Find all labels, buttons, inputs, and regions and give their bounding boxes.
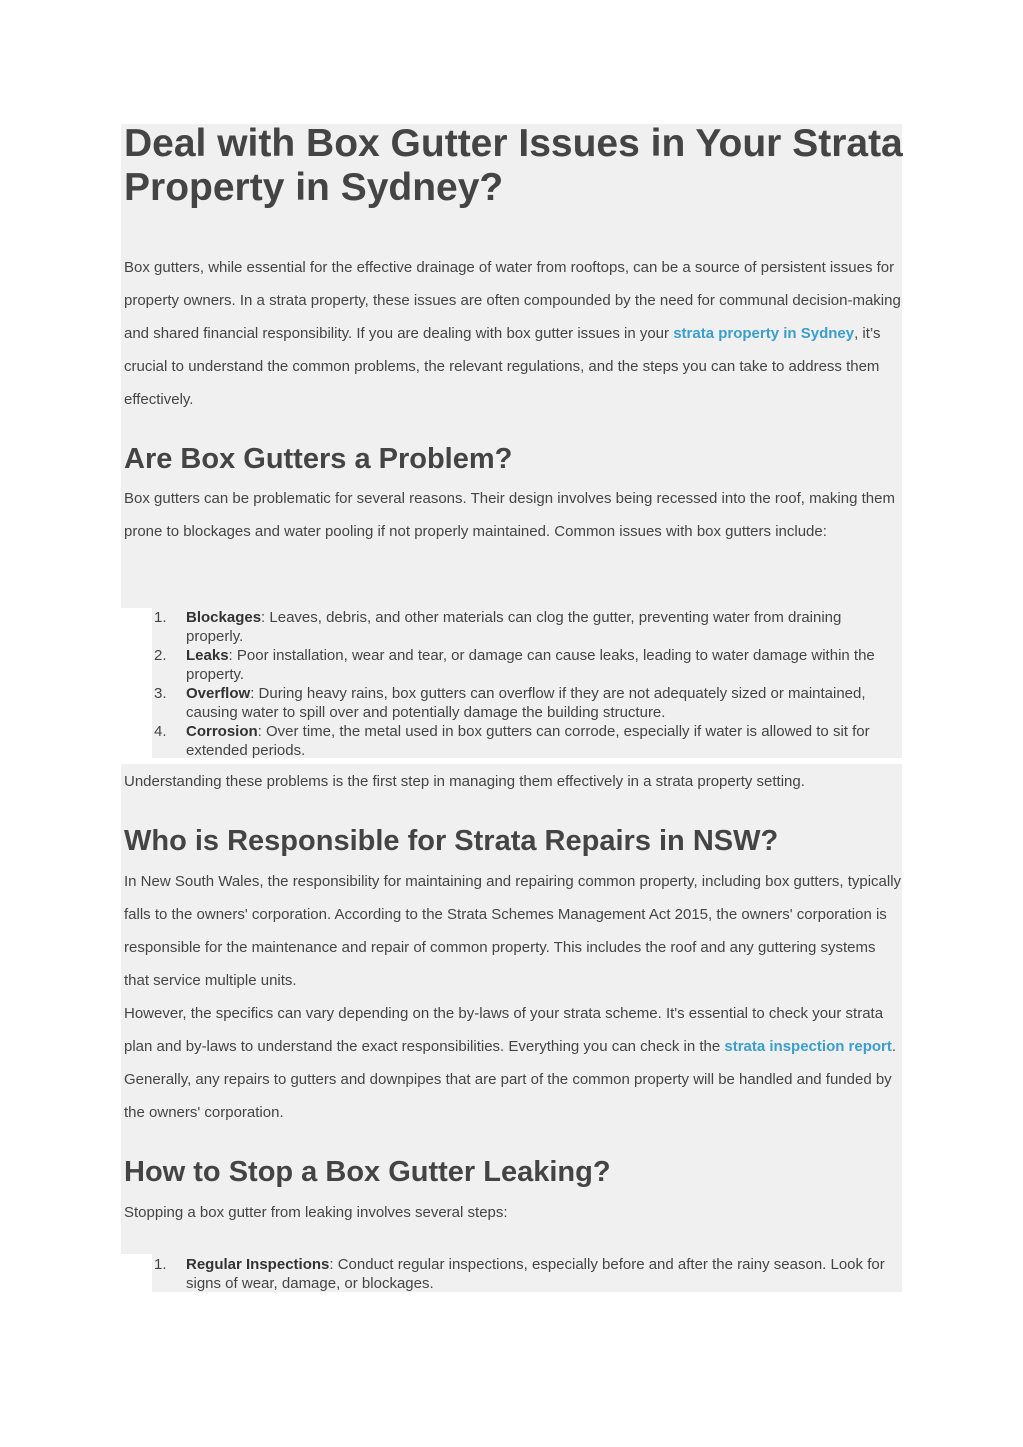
list-item: 1. Blockages: Leaves, debris, and other materials can clog the gutter, preventing water from draining properly. xyxy=(154,609,842,645)
section1-paragraph: Box gutters can be problematic for several reasons. Their design involves being recessed into the roof, making them prone to blockages and water pooling if not properly maintained. Common issues with box gutters include: xyxy=(124,490,895,540)
list-item: 1. Regular Inspections: Conduct regular inspections, especially before and after the rainy season. Look for signs of wear, damage, or blockages. xyxy=(154,1256,885,1292)
list-item: 2. Leaks: Poor installation, wear and tear, or damage can cause leaks, leading to water damage within the property. xyxy=(154,647,875,683)
page-title: Deal with Box Gutter Issues in Your Strata Property in Sydney? xyxy=(124,122,903,209)
section-heading-problems: Are Box Gutters a Problem? xyxy=(124,443,513,475)
intro-paragraph: Box gutters, while essential for the effective drainage of water from rooftops, can be a source of persistent issues for property owners. In a strata property, these issues are often compounded by the need for communal decision-making and shared financial responsibility. If you are dealing with box gutter issues in your strata property in Sydney, it’s crucial to understand the common problems, the relevant regulations, and the steps you can take to address them effectively. xyxy=(124,259,901,408)
section2-paragraph-2: However, the specifics can vary depending on the by-laws of your strata scheme. It's essential to check your strata plan and by-laws to understand the exact responsibilities. Everything you can check in the strata inspection report. Generally, any repairs to gutters and downpipes that are part of the common property will be handled and funded by the owners' corporation. xyxy=(124,1005,897,1121)
strata-property-link[interactable]: strata property in Sydney xyxy=(673,325,855,342)
section-heading-responsibility: Who is Responsible for Strata Repairs in NSW? xyxy=(124,825,779,857)
list-item: 4. Corrosion: Over time, the metal used in box gutters can corrode, especially if water is allowed to sit for extended periods. xyxy=(154,723,870,759)
issues-list xyxy=(152,608,902,760)
strata-inspection-report-link[interactable]: strata inspection report xyxy=(724,1038,892,1055)
list-item: 3. Overflow: During heavy rains, box gutters can overflow if they are not adequately sized or maintained, causing water to spill over and potentially damage the building structure. xyxy=(154,685,866,721)
steps-list xyxy=(152,1255,902,1293)
section-heading-stop-leaking: How to Stop a Box Gutter Leaking? xyxy=(124,1156,611,1188)
section1-closing: Understanding these problems is the first step in managing them effectively in a strata property setting. xyxy=(124,773,805,790)
section3-paragraph: Stopping a box gutter from leaking involves several steps: xyxy=(124,1204,508,1221)
section2-paragraph-1: In New South Wales, the responsibility for maintaining and repairing common property, including box gutters, typically falls to the owners' corporation. According to the Strata Schemes Management Act 2015, the owners' corporation is responsible for the maintenance and repair of common property. This includes the roof and any guttering systems that service multiple units. xyxy=(124,873,902,989)
